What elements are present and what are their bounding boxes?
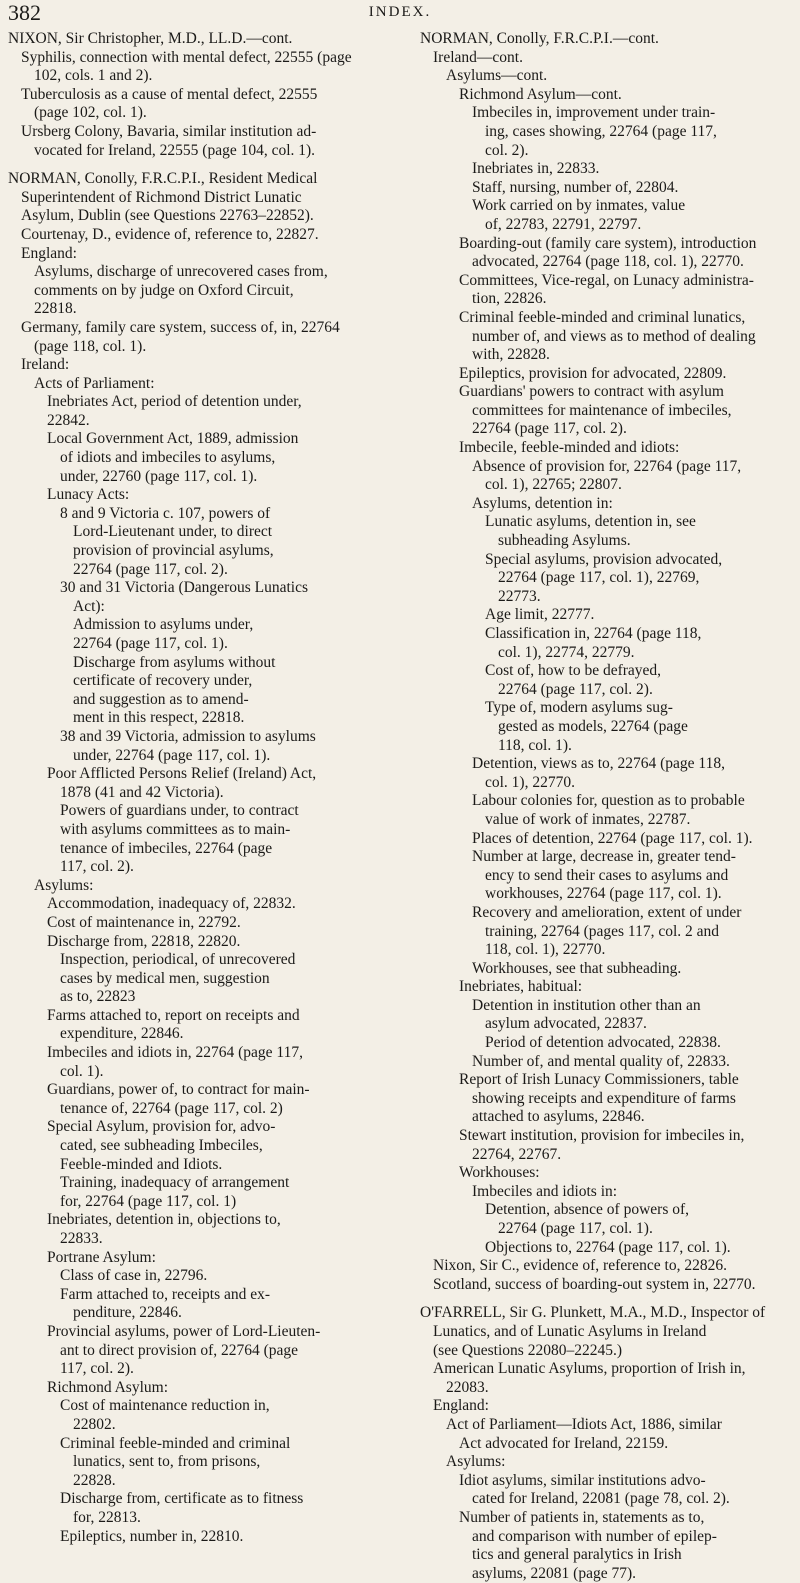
index-entry-line: Scotland, success of boarding-out system in, 22770.: [433, 1275, 756, 1293]
index-entry-line: Syphilis, connection with mental defect, 22555 (page: [21, 48, 352, 66]
index-entry-line: and comparison with number of epilep-: [472, 1527, 717, 1545]
index-entry-line: Acts of Parliament:: [34, 374, 155, 392]
index-entry-line: Epileptics, number in, 22810.: [60, 1527, 244, 1545]
index-entry-line: Farm attached to, receipts and ex-: [60, 1285, 271, 1303]
index-entry-line: Cost of maintenance in, 22792.: [47, 913, 241, 931]
right-column: [420, 30, 792, 1583]
index-entry-line: Guardians' powers to contract with asylum: [459, 383, 724, 401]
index-entry-line: Boarding-out (family care system), introduction: [459, 234, 757, 252]
index-entry-line: Courtenay, D., evidence of, reference to, 22827.: [21, 225, 319, 243]
index-entry-line: asylums, 22081 (page 77).: [472, 1564, 637, 1582]
index-entry-line: ant to direct provision of, 22764 (page: [60, 1341, 299, 1359]
index-entry-line: Inebriates, habitual:: [459, 978, 583, 996]
index-entry-line: tics and general paralytics in Irish: [472, 1546, 682, 1564]
index-entry-line: 22764 (page 117, col. 1), 22769,: [498, 569, 700, 587]
index-heading: NIXON, Sir Christopher, M.D., LL.D.—cont.: [8, 30, 293, 47]
index-entry-line: committees for maintenance of imbeciles,: [472, 401, 732, 419]
index-entry-line: Asylums—cont.: [446, 67, 548, 85]
index-entry-line: with asylums committees as to main-: [60, 820, 291, 838]
index-entry-line: Asylums:: [446, 1453, 506, 1471]
index-entry-line: under, 22760 (page 117, col. 1).: [60, 467, 258, 485]
entry-gap: [8, 160, 403, 170]
index-entry-line: tion, 22826.: [472, 290, 547, 308]
index-entry-line: tenance of, 22764 (page 117, col. 2): [60, 1099, 283, 1117]
index-entry-line: Number of, and mental quality of, 22833.: [472, 1052, 730, 1070]
index-entry-line: Type of, modern asylums sug-: [485, 699, 673, 717]
index-entry-line: Objections to, 22764 (page 117, col. 1).: [485, 1238, 731, 1256]
index-entry-line: col. 1), 22770.: [485, 773, 575, 791]
index-entry-line: 22802.: [73, 1415, 116, 1433]
index-entry-line: Workhouses, see that subheading.: [472, 959, 682, 977]
index-entry-line: 22083.: [446, 1378, 489, 1396]
index-entry-line: number of, and views as to method of dealing: [472, 327, 756, 345]
index-entry-line: workhouses, 22764 (page 117, col. 1).: [485, 885, 722, 903]
index-entry-line: Ireland—cont.: [433, 48, 523, 66]
index-entry-line: Age limit, 22777.: [485, 606, 595, 624]
index-entry-line: (see Questions 22080–22245.): [433, 1341, 622, 1359]
index-entry-line: Tuberculosis as a cause of mental defect, 22555: [21, 85, 318, 103]
index-entry-line: gested as models, 22764 (page: [498, 717, 688, 735]
index-entry-line: Farms attached to, report on receipts and: [47, 1006, 300, 1024]
page-number: 382: [8, 0, 41, 25]
index-entry-line: Feeble-minded and Idiots.: [60, 1155, 223, 1173]
index-entry-line: 22764, 22767.: [472, 1145, 562, 1163]
index-entry-line: under, 22764 (page 117, col. 1).: [73, 746, 271, 764]
index-entry-line: comments on by judge on Oxford Circuit,: [34, 281, 294, 299]
index-entry-line: Inebriates in, 22833.: [472, 160, 600, 178]
index-entry-line: Powers of guardians under, to contract: [60, 802, 299, 820]
index-entry-line: 22764 (page 117, col. 1).: [498, 1220, 653, 1237]
index-entry-line: 22828.: [73, 1471, 116, 1489]
index-entry-line: Workhouses:: [459, 1164, 540, 1182]
index-entry-line: Discharge from asylums without: [73, 653, 276, 671]
index-entry-line: Class of case in, 22796.: [60, 1267, 208, 1285]
index-entry-line: Imbecile, feeble-minded and idiots:: [459, 439, 680, 457]
index-entry-line: Detention in institution other than an: [472, 996, 701, 1014]
index-entry-line: vocated for Ireland, 22555 (page 104, col. 1).: [34, 141, 316, 159]
index-entry-line: England:: [21, 244, 77, 262]
index-entry-line: Accommodation, inadequacy of, 22832.: [47, 895, 296, 913]
index-entry-line: Period of detention advocated, 22838.: [485, 1034, 721, 1052]
index-entry-line: Asylum, Dublin (see Questions 22763–22852).: [21, 207, 314, 225]
index-entry-line: 22773.: [498, 587, 541, 605]
index-entry-line: 22842.: [47, 411, 90, 429]
index-entry-line: Number at large, decrease in, greater tend-: [472, 848, 736, 866]
index-entry-line: Inebriates, detention in, objections to,: [47, 1211, 281, 1229]
index-entry-line: subheading Asylums.: [498, 532, 631, 550]
index-entry-line: Labour colonies for, question as to probable: [472, 792, 745, 810]
index-entry-line: tenance of imbeciles, 22764 (page: [60, 839, 273, 857]
index-entry-line: Stewart institution, provision for imbeciles in,: [459, 1127, 745, 1145]
index-entry-line: with, 22828.: [472, 346, 550, 364]
index-entry-line: Imbeciles in, improvement under train-: [472, 104, 716, 122]
index-entry-line: of, 22783, 22791, 22797.: [485, 215, 642, 233]
index-entry-line: 22818.: [34, 300, 77, 318]
index-entry-line: 117, col. 2).: [60, 1360, 134, 1378]
index-entry-line: asylum advocated, 22837.: [485, 1015, 647, 1033]
page-title: INDEX.: [368, 4, 432, 20]
index-entry-line: Recovery and amelioration, extent of under: [472, 903, 742, 921]
index-entry-line: ing, cases showing, 22764 (page 117,: [485, 122, 717, 140]
index-entry-line: cases by medical men, suggestion: [60, 969, 270, 987]
index-entry-line: Poor Afflicted Persons Relief (Ireland) Act,: [47, 765, 317, 783]
index-entry-line: Training, inadequacy of arrangement: [60, 1174, 290, 1192]
index-entry-line: Criminal feeble-minded and criminal: [60, 1434, 291, 1452]
index-entry-line: Detention, views as to, 22764 (page 118,: [472, 755, 725, 773]
index-entry-line: Richmond Asylum—cont.: [459, 85, 622, 103]
index-entry-line: ment in this respect, 22818.: [73, 709, 245, 727]
index-entry-line: Special asylums, provision advocated,: [485, 550, 723, 568]
entry-gap: [420, 1294, 792, 1304]
index-entry-line: 22764 (page 117, col. 2).: [73, 560, 228, 578]
index-entry-line: Act):: [73, 597, 105, 615]
index-entry-line: 117, col. 2).: [60, 858, 134, 876]
index-entry-line: Classification in, 22764 (page 118,: [485, 625, 702, 642]
index-entry-line: 22764 (page 117, col. 2).: [498, 680, 653, 698]
index-entry-line: col. 1), 22774, 22779.: [498, 643, 635, 661]
index-entry-line: Work carried on by inmates, value: [472, 197, 686, 215]
index-entry-line: Lord-Lieutenant under, to direct: [73, 523, 273, 541]
index-entry-line: England:: [433, 1397, 489, 1415]
index-entry-line: Act advocated for Ireland, 22159.: [459, 1434, 669, 1452]
index-heading: NORMAN, Conolly, F.R.C.P.I.—cont.: [420, 30, 659, 47]
index-entry-line: col. 2).: [485, 141, 529, 159]
index-entry-line: Admission to asylums under,: [73, 616, 254, 634]
index-entry-line: Lunatics, and of Lunatic Asylums in Ireland: [433, 1322, 707, 1340]
index-entry-line: 38 and 39 Victoria, admission to asylums: [60, 727, 316, 745]
index-entry-line: 22833.: [60, 1230, 103, 1247]
index-entry-line: 22764 (page 117, col. 1).: [73, 635, 228, 652]
index-entry-line: 118, col. 1).: [498, 736, 572, 754]
index-entry-line: Detention, absence of powers of,: [485, 1201, 690, 1219]
index-entry-line: ency to send their cases to asylums and: [485, 866, 729, 884]
index-entry-line: 22764 (page 117, col. 2).: [472, 420, 627, 438]
index-entry-line: 1878 (41 and 42 Victoria).: [60, 783, 224, 801]
index-heading: O'FARRELL, Sir G. Plunkett, M.A., M.D., Inspector of: [420, 1304, 766, 1322]
index-entry-line: Lunatic asylums, detention in, see: [485, 513, 696, 531]
index-entry-line: for, 22813.: [73, 1508, 141, 1526]
index-entry-line: training, 22764 (pages 117, col. 2 and: [485, 922, 720, 940]
index-entry-line: Criminal feeble-minded and criminal lunatics,: [459, 308, 746, 326]
index-entry-line: showing receipts and expenditure of farms: [472, 1089, 736, 1107]
index-entry-line: 118, col. 1), 22770.: [485, 941, 606, 959]
index-entry-line: Ireland:: [21, 356, 70, 374]
index-entry-line: Special Asylum, provision for, advo-: [47, 1118, 276, 1136]
index-entry-line: Local Government Act, 1889, admission: [47, 430, 299, 448]
index-entry-line: Inebriates Act, period of detention under,: [47, 393, 302, 411]
index-entry-line: col. 1).: [60, 1062, 104, 1080]
index-entry-line: and suggestion as to amend-: [73, 690, 249, 708]
index-entry-line: Epileptics, provision for advocated, 22809.: [459, 364, 727, 382]
index-entry-line: Inspection, periodical, of unrecovered: [60, 951, 296, 969]
index-entry-line: (page 102, col. 1).: [34, 104, 147, 122]
index-entry-line: provision of provincial asylums,: [73, 542, 274, 560]
index-entry-line: Cost of, how to be defrayed,: [485, 662, 662, 680]
index-entry-line: for, 22764 (page 117, col. 1): [60, 1192, 237, 1210]
index-entry-line: Discharge from, certificate as to fitness: [60, 1490, 304, 1508]
left-column: [8, 30, 403, 1546]
index-entry-line: Idiot asylums, similar institutions advo-: [459, 1471, 706, 1489]
index-entry-line: Number of patients in, statements as to,: [459, 1508, 705, 1526]
index-entry-line: Asylums, discharge of unrecovered cases from,: [34, 263, 328, 281]
index-entry-line: as to, 22823: [60, 988, 136, 1006]
index-entry-line: Report of Irish Lunacy Commissioners, table: [459, 1071, 739, 1089]
index-entry-line: Places of detention, 22764 (page 117, col. 1).: [472, 829, 753, 847]
index-entry-line: Superintendent of Richmond District Lunatic: [21, 188, 302, 206]
index-entry-line: of idiots and imbeciles to asylums,: [60, 449, 276, 467]
index-heading: NORMAN, Conolly, F.R.C.P.I., Resident Medical: [8, 170, 318, 188]
index-entry-line: 8 and 9 Victoria c. 107, powers of: [60, 504, 271, 522]
index-entry-line: Nixon, Sir C., evidence of, reference to, 22826.: [433, 1257, 727, 1275]
index-entry-line: Guardians, power of, to contract for main-: [47, 1081, 310, 1099]
index-entry-line: Asylums:: [34, 876, 94, 894]
index-entry-line: Germany, family care system, success of, in, 22764: [21, 318, 340, 336]
index-entry-line: cated for Ireland, 22081 (page 78, col. 2).: [472, 1490, 730, 1508]
index-entry-line: expenditure, 22846.: [60, 1025, 184, 1043]
index-entry-line: attached to asylums, 22846.: [472, 1108, 645, 1126]
index-entry-line: Lunacy Acts:: [47, 486, 130, 504]
index-entry-line: Imbeciles and idiots in:: [472, 1182, 618, 1200]
index-entry-line: Imbeciles and idiots in, 22764 (page 117,: [47, 1044, 303, 1062]
index-entry-line: value of work of inmates, 22787.: [485, 810, 691, 828]
index-entry-line: lunatics, sent to, from prisons,: [73, 1453, 261, 1471]
index-entry-line: American Lunatic Asylums, proportion of Irish in,: [433, 1360, 746, 1378]
index-entry-line: Cost of maintenance reduction in,: [60, 1397, 270, 1415]
index-entry-line: penditure, 22846.: [73, 1304, 182, 1322]
index-entry-line: Provincial asylums, power of Lord-Lieuten-: [47, 1322, 321, 1340]
index-entry-line: certificate of recovery under,: [73, 672, 253, 690]
index-entry-line: Ursberg Colony, Bavaria, similar institution ad-: [21, 122, 317, 140]
index-entry-line: Asylums, detention in:: [472, 494, 613, 512]
index-entry-line: 30 and 31 Victoria (Dangerous Lunatics: [60, 579, 309, 597]
index-entry-line: Absence of provision for, 22764 (page 117,: [472, 457, 742, 475]
index-entry-line: Discharge from, 22818, 22820.: [47, 932, 241, 950]
index-entry-line: Richmond Asylum:: [47, 1378, 168, 1396]
index-entry-line: (page 118, col. 1).: [34, 337, 147, 355]
index-entry-line: Portrane Asylum:: [47, 1248, 156, 1266]
index-entry-line: 102, cols. 1 and 2).: [34, 67, 153, 85]
index-entry-line: Staff, nursing, number of, 22804.: [472, 178, 679, 196]
index-entry-line: Act of Parliament—Idiots Act, 1886, similar: [446, 1415, 722, 1433]
index-entry-line: col. 1), 22765; 22807.: [485, 476, 622, 494]
index-entry-line: Committees, Vice-regal, on Lunacy administra-: [459, 271, 754, 289]
index-entry-line: advocated, 22764 (page 118, col. 1), 22770.: [472, 253, 744, 271]
index-entry-line: cated, see subheading Imbeciles,: [60, 1137, 263, 1155]
